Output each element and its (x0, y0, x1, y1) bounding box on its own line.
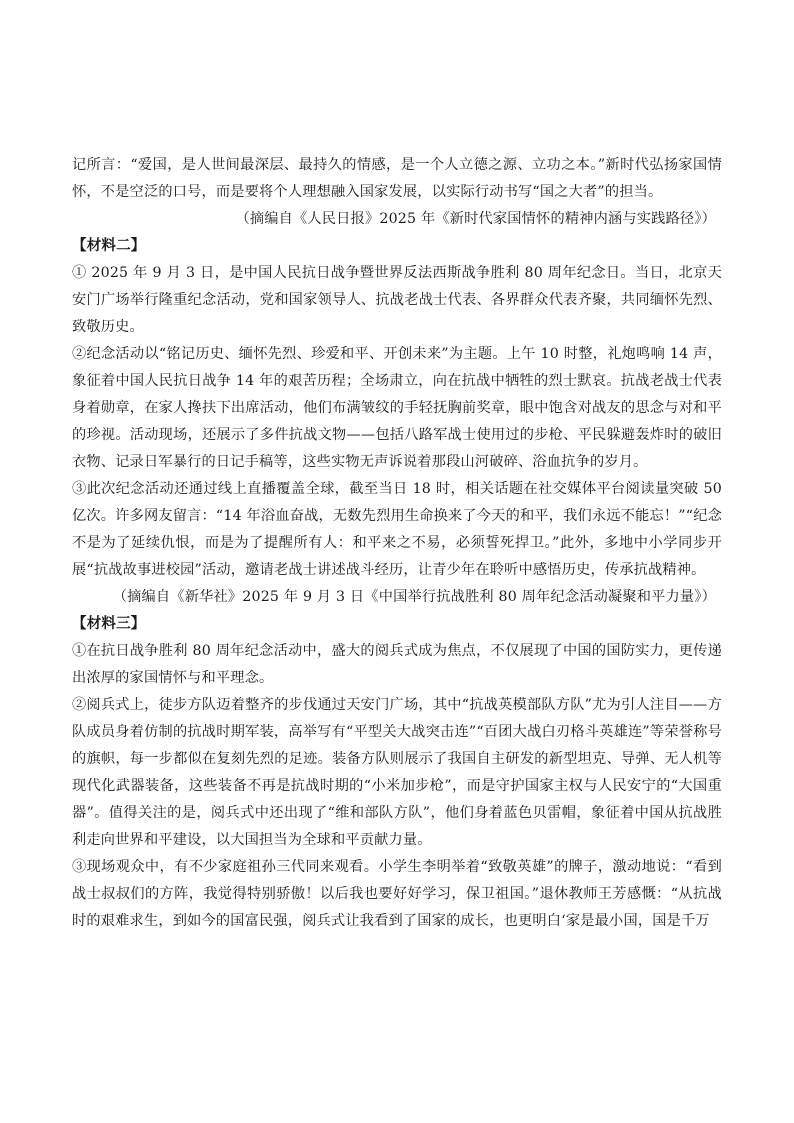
material-3-paragraph-1: ①在抗日战争胜利 80 周年纪念活动中，盛大的阅兵式成为焦点，不仅展现了中国的国防实力，更传递出浓厚的家国情怀与和平理念。 (72, 643, 722, 686)
citation-material-2: （摘编自《新华社》2025 年 9 月 3 日《中国举行抗战胜利 80 周年纪念活动凝聚和平力量》） (112, 589, 716, 605)
heading-material-2: 【材料二】 (72, 238, 146, 254)
material-2-paragraph-2: ②纪念活动以“铭记历史、缅怀先烈、珍爱和平、开创未来”为主题。上午 10 时整，礼炮鸣响 14 声，象征着中国人民抗日战争 14 年的艰苦历程；全场肃立，向在抗战中牺牲的烈士默哀。抗战老战士代表身着勋章，在家人搀扶下出席活动，他们布满皱纹的手轻抚胸前奖章，眼中饱含对战友的思念与对和平的珍视。活动现场，还展示了多件抗战文物——包括八路军战士使用过的步枪、平民躲避轰炸时的破旧衣物、记录日军暴行的日记手稿等，这些实物无声诉说着那段山河破碎、浴血抗争的岁月。 (72, 346, 722, 470)
heading-material-3: 【材料三】 (72, 616, 146, 632)
document-body (72, 152, 722, 935)
material-3-paragraph-3: ③现场观众中，有不少家庭祖孙三代同来观看。小学生李明举着“致敬英雄”的牌子，激动地说：“看到战士叔叔们的方阵，我觉得特别骄傲！以后我也要好好学习，保卫祖国。”退休教师王芳感慨：“从抗战时的艰难求生，到如今的国富民强，阅兵式让我看到了国家的成长，也更明白‘家是最小国，国是千万 (72, 859, 722, 929)
material-2-paragraph-3: ③此次纪念活动还通过线上直播覆盖全球，截至当日 18 时，相关话题在社交媒体平台阅读量突破 50 亿次。许多网友留言：“14 年浴血奋战，无数先烈用生命换来了今天的和平，我们永远不能忘！”“纪念不是为了延续仇恨，而是为了提醒所有人：和平来之不易，必须誓死捍卫。”此外，多地中小学同步开展“抗战故事进校园”活动，邀请老战士讲述战斗经历，让青少年在聆听中感悟历史，传承抗战精神。 (72, 481, 722, 578)
material-2-paragraph-1: ① 2025 年 9 月 3 日，是中国人民抗日战争暨世界反法西斯战争胜利 80 周年纪念日。当日，北京天安门广场举行隆重纪念活动，党和国家领导人、抗战老战士代表、各界群众代表齐聚，共同缅怀先烈、致敬历史。 (72, 265, 722, 335)
intro-paragraph: 记所言：“爱国，是人世间最深层、最持久的情感，是一个人立德之源、立功之本。”新时代弘扬家国情怀，不是空泛的口号，而是要将个人理想融入国家发展，以实际行动书写“国之大者”的担当。 (72, 157, 722, 200)
citation-material-1: （摘编自《人民日报》2025 年《新时代家国情怀的精神内涵与实践路径》） (235, 211, 716, 227)
material-3-paragraph-2: ②阅兵式上，徒步方队迈着整齐的步伐通过天安门广场，其中“抗战英模部队方队”尤为引人注目——方队成员身着仿制的抗战时期军装，高举写有“平型关大战突击连”“百团大战白刃格斗英雄连”等荣誉称号的旗帜，每一步都似在复刻先烈的足迹。装备方队则展示了我国自主研发的新型坦克、导弹、无人机等现代化武器装备，这些装备不再是抗战时期的“小米加步枪”，而是守护国家主权与人民安宁的“大国重器”。值得关注的是，阅兵式中还出现了“维和部队方队”，他们身着蓝色贝雷帽，象征着中国从抗战胜利走向世界和平建设，以大国担当为全球和平贡献力量。 (72, 697, 722, 848)
